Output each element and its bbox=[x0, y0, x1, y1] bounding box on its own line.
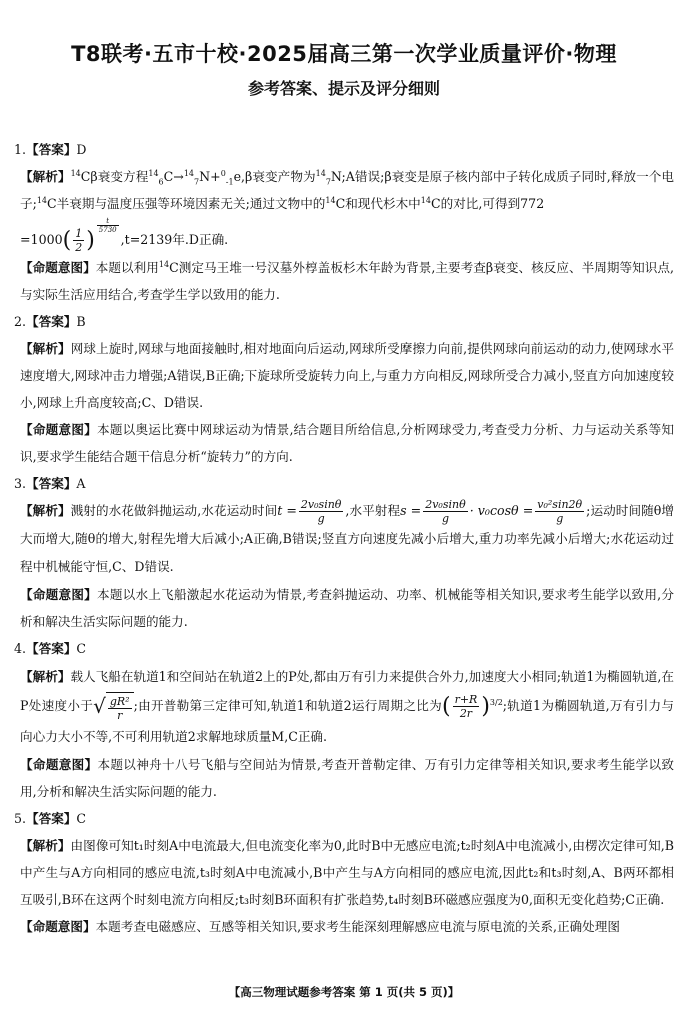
q2-analysis bbox=[14, 335, 674, 416]
answer-tag: 【答案】 bbox=[26, 142, 77, 157]
isotope-mass: 0 bbox=[220, 168, 226, 178]
text-run: 本题以水上飞船激起水花运动为情景,考查斜抛运动、功率、机械能等相关知识,要求考生能学以致用,分析和解决生活实际问题的能力. bbox=[20, 587, 674, 629]
answer-tag: 【答案】 bbox=[26, 641, 77, 656]
q4-answer-line bbox=[14, 635, 674, 662]
analysis-tag: 【解析】 bbox=[20, 669, 71, 684]
isotope-mass: 14 bbox=[148, 168, 159, 178]
fraction-denominator: g bbox=[441, 512, 449, 525]
fraction-numerator: gR² bbox=[109, 694, 130, 708]
q5-intent bbox=[14, 913, 674, 940]
q3-answer: A bbox=[76, 476, 86, 491]
paren-right: ) bbox=[481, 694, 490, 719]
exponent: 3/2 bbox=[489, 697, 503, 707]
q5-answer-line bbox=[14, 805, 674, 832]
text-run: ,t=2139年.D正确. bbox=[120, 232, 229, 247]
q1-answer: D bbox=[76, 142, 87, 157]
text-run: 本题以利用 bbox=[95, 260, 159, 275]
text-run: ;运动时间随θ增大而增大,随θ的增大,射程先增大后减小;A正确,B错误;竖直方向速度先减小后增大,重力功率先减小后增大;水花运动过程中机械能守恒,C、D错误. bbox=[20, 503, 675, 574]
radicand bbox=[106, 692, 134, 722]
q4-number: 4. bbox=[14, 641, 27, 656]
paren-left: ( bbox=[62, 228, 72, 253]
fraction-denominator: g bbox=[556, 512, 564, 525]
period-ratio-fraction bbox=[453, 693, 480, 720]
page-title: T8联考·五市十校·2025届高三第一次学业质量评价·物理 bbox=[71, 42, 617, 66]
q1-analysis bbox=[14, 163, 674, 254]
text-run: C半衰期与温度压强等环境因素无关;通过文物中的 bbox=[47, 196, 326, 211]
answer-tag: 【答案】 bbox=[26, 314, 77, 329]
q1-number: 1. bbox=[14, 142, 27, 157]
math-symbol: t = bbox=[277, 503, 297, 518]
text-run: ;由开普勒第三定律可知,轨道1和轨道2运行周期之比为 bbox=[133, 698, 442, 713]
text-run: 网球上旋时,网球与地面接触时,相对地面向后运动,网球所受摩擦力向前,提供网球向前运动的动力,使网球水平速度增大,网球冲击力增强;A错误,B正确;下旋球所受旋转力向上,与重力方向相反,网球所受合力减小,竖直方向加速度较小,网球上升高度较高;C、D错误. bbox=[20, 341, 674, 410]
answer-content bbox=[14, 136, 674, 940]
intent-tag: 【命题意图】 bbox=[20, 260, 96, 275]
analysis-tag: 【解析】 bbox=[20, 169, 71, 184]
fraction-denominator: 2 bbox=[75, 241, 83, 254]
isotope-charge: 7 bbox=[194, 177, 200, 187]
isotope-mass: 14 bbox=[70, 168, 81, 178]
q1-intent bbox=[14, 254, 674, 308]
text-run: C的对比,可得到772 bbox=[430, 196, 545, 211]
exponent-fraction bbox=[97, 217, 119, 234]
q4-analysis bbox=[14, 662, 674, 751]
math-symbol: s = bbox=[400, 503, 422, 518]
isotope-mass: 14 bbox=[420, 195, 431, 205]
page-subtitle: 参考答案、提示及评分细则 bbox=[247, 79, 440, 98]
text-run: e,β衰变产物为 bbox=[233, 169, 316, 184]
fraction-denominator: r bbox=[117, 708, 123, 722]
analysis-tag: 【解析】 bbox=[20, 503, 71, 518]
math-symbol: · v₀cosθ = bbox=[469, 503, 534, 518]
time-fraction bbox=[299, 498, 344, 525]
fraction-numerator: 2v₀sinθ bbox=[300, 498, 342, 511]
text-run: ,水平射程 bbox=[345, 503, 401, 518]
isotope-mass: 14 bbox=[325, 195, 336, 205]
q2-answer-line bbox=[14, 308, 674, 335]
paren-left: ( bbox=[441, 694, 451, 719]
analysis-tag: 【解析】 bbox=[20, 837, 71, 853]
fraction-numerator: r+R bbox=[454, 693, 478, 706]
isotope-charge: 7 bbox=[325, 177, 331, 187]
intent-tag: 【命题意图】 bbox=[20, 756, 98, 772]
q1-answer-line bbox=[14, 136, 674, 163]
q2-number: 2. bbox=[14, 314, 27, 329]
page-footer: 【高三物理试题参考答案 第 1 页(共 5 页)】 bbox=[228, 985, 460, 999]
q3-answer-line bbox=[14, 470, 674, 497]
range-fraction-b bbox=[535, 498, 584, 525]
text-run: N+ bbox=[199, 169, 221, 184]
q3-analysis bbox=[14, 497, 674, 581]
text-run: 由图像可知t₁时刻A中电流最大,但电流变化率为0,此时B中无感应电流;t₂时刻A中电流减小,由楞次定律可知,B中产生与A方向相同的感应电流,t₃时刻A中电流减小,B中产生与A方向相同的感应电流,因此t₂和t₃时刻,A、B两环都相互吸引,B环在这两个时刻电流方向相反;t₃时刻B环面积有扩张趋势,t₄时刻B环磁感应强度为0,面积无变化趋势;C正确. bbox=[20, 837, 675, 907]
text-run: N;A错误;β衰变是原子核内部中子转化成质子同时,释放一个电子; bbox=[20, 169, 674, 211]
text-run: ;轨道1为椭圆轨道,万有引力与向心力大小不等,不可利用轨道2求解地球质量M,C正确. bbox=[20, 698, 674, 744]
text-run: C测定马王堆一号汉墓外椁盖板杉木年龄为背景,主要考查β衰变、核反应、半周期等知识点,与实际生活应用结合,考查学生学以致用的能力. bbox=[20, 260, 674, 302]
radical-sign: √ bbox=[93, 694, 106, 719]
isotope-charge: -1 bbox=[225, 177, 234, 187]
q5-number: 5. bbox=[14, 810, 27, 826]
text-run: 载人飞船在轨道1和空间站在轨道2上的P处,都由万有引力来提供合外力,加速度大小相同;轨道1为椭圆轨道,在P处速度小于 bbox=[20, 669, 675, 713]
q4-answer: C bbox=[76, 641, 87, 656]
answer-tag: 【答案】 bbox=[26, 476, 77, 491]
text-run: C bbox=[80, 169, 91, 184]
isotope-mass: 14 bbox=[183, 168, 195, 178]
analysis-tag: 【解析】 bbox=[20, 341, 71, 356]
isotope-mass: 14 bbox=[158, 259, 170, 269]
fraction-numerator: t bbox=[97, 217, 119, 226]
text-run: 本题以奥运比赛中网球运动为情景,结合题目所给信息,分析网球受力,考查受力分析、力与运动关系等知识,要求学生能结合题干信息分析“旋转力”的方向. bbox=[20, 422, 674, 464]
q4-intent bbox=[14, 751, 674, 805]
sqrt-fraction bbox=[108, 695, 132, 722]
text-run: 本题考查电磁感应、互感等相关知识,要求考生能深刻理解感应电流与原电流的关系,正确处理图 bbox=[95, 918, 620, 934]
isotope-mass: 14 bbox=[315, 168, 326, 178]
fraction-denominator: 5730 bbox=[98, 226, 117, 234]
fraction-numerator: v₀²sin2θ bbox=[537, 498, 583, 511]
fraction-numerator: 1 bbox=[75, 227, 83, 240]
fraction-numerator: 2v₀sinθ bbox=[425, 498, 466, 511]
q3-number: 3. bbox=[14, 476, 27, 491]
text-run: β衰变方程 bbox=[90, 169, 149, 184]
isotope-charge: 6 bbox=[158, 177, 164, 187]
q3-intent bbox=[14, 581, 674, 635]
text-run: 溅射的水花做斜抛运动,水花运动时间 bbox=[70, 503, 278, 518]
paren-right: ) bbox=[86, 228, 95, 253]
text-run: 本题以神舟十八号飞船与空间站为情景,考查开普勒定律、万有引力定律等相关知识,要求考生能学以致用,分析和解决生活实际问题的能力. bbox=[20, 756, 674, 799]
q5-answer: C bbox=[76, 810, 87, 826]
sqrt-expression bbox=[93, 691, 133, 722]
intent-tag: 【命题意图】 bbox=[20, 918, 96, 934]
q2-answer: B bbox=[76, 314, 86, 329]
intent-tag: 【命题意图】 bbox=[20, 587, 97, 602]
answer-tag: 【答案】 bbox=[26, 810, 77, 826]
q5-analysis bbox=[14, 832, 674, 913]
fraction-denominator: 2r bbox=[459, 707, 473, 720]
half-fraction bbox=[73, 227, 84, 254]
fraction-denominator: g bbox=[317, 512, 325, 525]
isotope-mass: 14 bbox=[36, 195, 48, 205]
range-fraction-a bbox=[423, 498, 468, 525]
text-run: C→ bbox=[163, 169, 184, 184]
intent-tag: 【命题意图】 bbox=[20, 422, 97, 437]
q2-intent bbox=[14, 416, 674, 470]
text-run: C和现代杉木中 bbox=[335, 196, 421, 211]
text-run: =1000 bbox=[20, 232, 63, 247]
